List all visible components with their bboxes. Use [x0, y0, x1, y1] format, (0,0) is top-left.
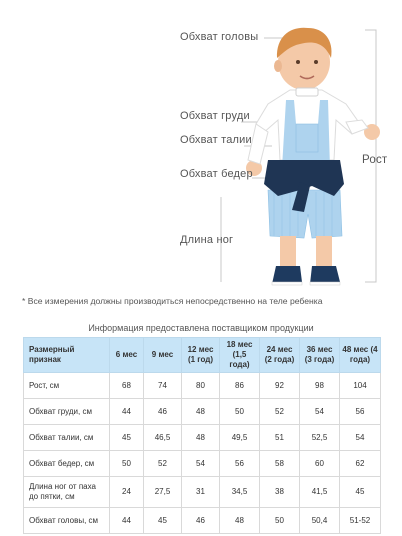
measurement-note: * Все измерения должны производиться непосредственно на теле ребенка — [22, 296, 323, 306]
table-cell: 92 — [260, 373, 300, 399]
table-cell: 52 — [260, 399, 300, 425]
label-height: Рост — [362, 154, 388, 166]
table-cell: 62 — [340, 451, 381, 477]
row-label: Обхват талии, см — [24, 425, 110, 451]
table-cell: 46 — [144, 399, 182, 425]
table-cell: 58 — [260, 451, 300, 477]
table-row — [24, 451, 381, 477]
table-cell: 51 — [260, 425, 300, 451]
header-cell: 24 мес (2 года) — [260, 338, 300, 373]
table-cell: 80 — [182, 373, 220, 399]
label-head-circumference: Обхват головы — [180, 31, 259, 43]
table-cell: 48 — [220, 508, 260, 534]
child-head — [274, 28, 332, 90]
table-cell: 68 — [110, 373, 144, 399]
table-cell: 46 — [182, 508, 220, 534]
table-row — [24, 477, 381, 508]
table-row — [24, 399, 381, 425]
size-table — [23, 337, 381, 534]
table-row — [24, 425, 381, 451]
table-cell: 44 — [110, 399, 144, 425]
table-cell: 54 — [182, 451, 220, 477]
table-cell: 54 — [300, 399, 340, 425]
child-legs — [272, 236, 340, 285]
table-cell: 56 — [220, 451, 260, 477]
row-label: Обхват бедер, см — [24, 451, 110, 477]
row-label: Длина ног от паха до пятки, см — [24, 477, 110, 508]
table-cell: 34,5 — [220, 477, 260, 508]
table-cell: 45 — [144, 508, 182, 534]
header-cell: 6 мес — [110, 338, 144, 373]
table-cell: 54 — [340, 425, 381, 451]
table-cell: 31 — [182, 477, 220, 508]
table-cell: 74 — [144, 373, 182, 399]
row-label: Обхват груди, см — [24, 399, 110, 425]
label-leg-length: Длина ног — [180, 234, 234, 246]
provider-caption: Информация предоставлена поставщиком продукции — [88, 323, 314, 333]
table-cell: 49,5 — [220, 425, 260, 451]
table-cell: 41,5 — [300, 477, 340, 508]
table-cell: 50 — [110, 451, 144, 477]
table-cell: 38 — [260, 477, 300, 508]
table-row — [24, 508, 381, 534]
header-cell: 12 мес (1 год) — [182, 338, 220, 373]
table-cell: 44 — [110, 508, 144, 534]
table-cell: 48 — [182, 425, 220, 451]
table-cell: 27,5 — [144, 477, 182, 508]
table-cell: 48 — [182, 399, 220, 425]
label-waist-circumference: Обхват талии — [180, 134, 252, 146]
row-label: Рост, см — [24, 373, 110, 399]
table-cell: 46,5 — [144, 425, 182, 451]
label-hip-circumference: Обхват бедер — [180, 168, 253, 180]
header-cell: 18 мес (1,5 года) — [220, 338, 260, 373]
table-cell: 51-52 — [340, 508, 381, 534]
table-cell: 50,4 — [300, 508, 340, 534]
header-cell: 48 мес (4 года) — [340, 338, 381, 373]
table-cell: 56 — [340, 399, 381, 425]
header-cell: Размерный признак — [24, 338, 110, 373]
header-cell: 36 мес (3 года) — [300, 338, 340, 373]
table-cell: 45 — [340, 477, 381, 508]
table-cell: 86 — [220, 373, 260, 399]
table-header-row — [24, 338, 381, 373]
table-cell: 24 — [110, 477, 144, 508]
table-cell: 60 — [300, 451, 340, 477]
header-cell: 9 мес — [144, 338, 182, 373]
table-cell: 50 — [260, 508, 300, 534]
label-chest-circumference: Обхват груди — [180, 110, 250, 122]
table-cell: 50 — [220, 399, 260, 425]
table-cell: 52,5 — [300, 425, 340, 451]
table-cell: 98 — [300, 373, 340, 399]
row-label: Обхват головы, см — [24, 508, 110, 534]
table-row — [24, 373, 381, 399]
table-cell: 104 — [340, 373, 381, 399]
table-cell: 45 — [110, 425, 144, 451]
table-cell: 52 — [144, 451, 182, 477]
